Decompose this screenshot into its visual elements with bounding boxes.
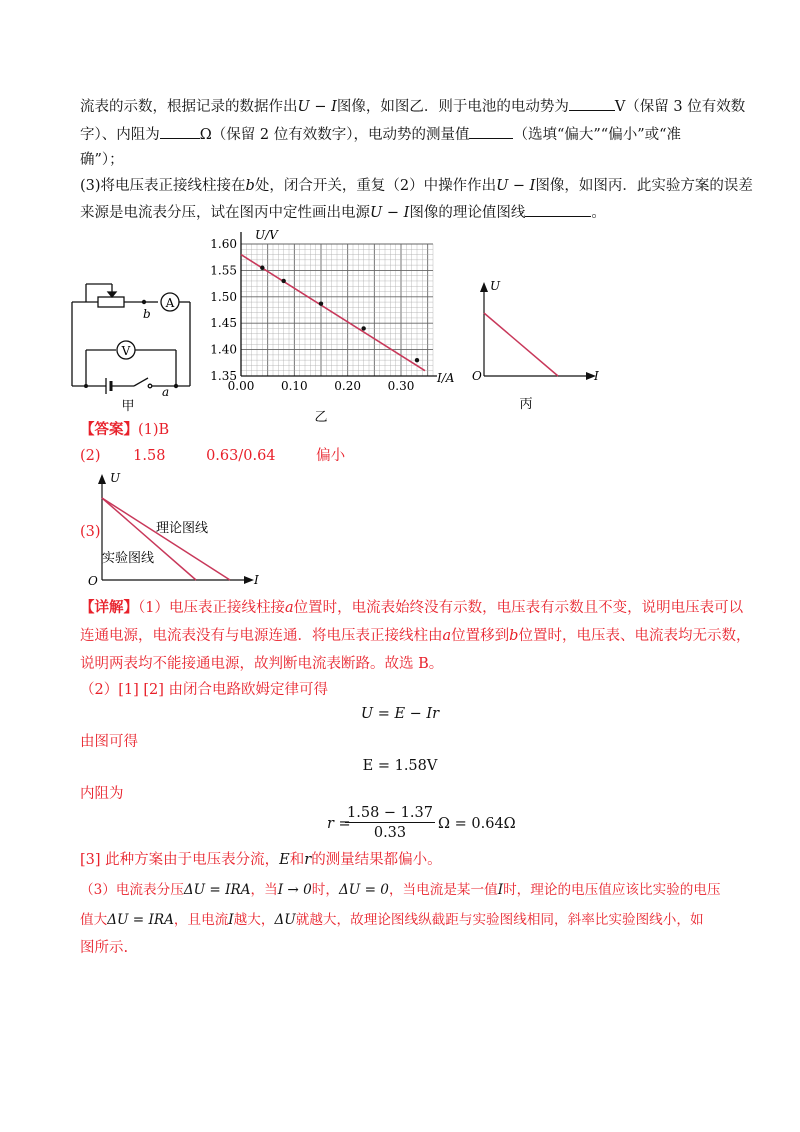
text: （1）电压表正接线柱接 [138, 600, 285, 616]
data-point [415, 358, 419, 362]
data-point [319, 301, 323, 305]
detail-line-3: 说明两表均不能接通电源，故判断电流表断路。故选 B。 [80, 656, 444, 672]
bing-origin: O [472, 369, 482, 383]
equation-resistance [0, 804, 800, 844]
math-u-i: U − I [370, 205, 410, 221]
eq3-denominator: 0.33 [345, 822, 435, 843]
eq3-lhs: r = [327, 816, 351, 832]
fraction [345, 804, 435, 843]
detail-line-4: （2）[1] [2] 由闭合电路欧姆定律可得 [80, 682, 329, 698]
text: 的测量结果都偏小。 [311, 852, 442, 868]
data-point [281, 279, 285, 283]
text: 越大， [233, 912, 275, 928]
eq3-numerator: 1.58 − 1.37 [347, 805, 433, 821]
question-line-4 [80, 176, 753, 196]
answer-line-1 [80, 420, 169, 440]
math: ΔU = IRA [183, 882, 251, 898]
question-line-3 [80, 150, 124, 170]
detail-line-10: 图所示. [80, 940, 129, 956]
ammeter-label: A [165, 296, 175, 310]
text: 和 [289, 852, 305, 868]
text: 就越大，故理论图线纵截距与实验图线相同，斜率比实验图线小，如 [295, 912, 704, 928]
voltmeter-label: V [121, 344, 131, 358]
x-arrow-icon [244, 576, 254, 584]
text: 确”）； [80, 152, 124, 168]
text: 位置时，电流表始终没有示数，电压表有示数且不变，说明电压表可以 [293, 600, 744, 616]
text: 处，闭合开关，重复（2）中操作作出 [254, 178, 497, 194]
theory-line [102, 498, 230, 580]
text: 连通电源，电流表没有与电源连通．将电压表正接线柱由 [80, 628, 443, 644]
answer-graph [88, 468, 268, 593]
text: ，当电流是某一值 [388, 882, 498, 898]
math-a: a [284, 600, 294, 616]
theory-label: 理论图线 [156, 521, 209, 536]
experiment-line [484, 313, 558, 376]
answer-2-label: (2) [80, 448, 101, 464]
blank-resistance [160, 124, 200, 139]
eq3-rhs: Ω = 0.64Ω [438, 816, 516, 832]
text: [3] 此种方案由于电压表分流， [80, 852, 280, 868]
text: ，当 [250, 882, 278, 898]
data-point [260, 266, 264, 270]
text: 位置移到 [451, 628, 510, 644]
graph-bing [470, 276, 610, 416]
answer-emf: 1.58 [133, 448, 166, 464]
answer-resistance: 0.63/0.64 [206, 448, 276, 464]
x-tick-label: 0.30 [387, 379, 415, 393]
caption-bing: 丙 [519, 397, 533, 412]
data-point [361, 326, 365, 330]
equation-emf: E = 1.58V [362, 758, 438, 774]
text: 来源是电流表分压，试在图丙中定性画出电源 [80, 205, 370, 221]
detail-line-2 [80, 626, 750, 646]
bing-ylabel: U [490, 279, 501, 293]
text: （选填“偏大”“偏小”或“准 [513, 127, 682, 143]
text: ，且电流 [173, 912, 229, 928]
point-b-label: b [143, 307, 151, 321]
answer-ylabel: U [110, 471, 121, 485]
y-tick-label: 1.60 [210, 237, 237, 251]
math-r: r [304, 852, 312, 868]
detail-line-7 [80, 850, 442, 870]
equation-ohm: U = E − Ir [360, 706, 440, 722]
y-tick-label: 1.35 [210, 369, 237, 383]
math: ΔU [274, 912, 296, 928]
bing-xlabel: I [594, 369, 599, 383]
answer-3-label: (3) [80, 524, 101, 540]
graph-yi [205, 226, 460, 436]
answer-line-2 [80, 446, 345, 466]
math: ΔU = 0 [338, 882, 389, 898]
text: 时，理论的电压值应该比实验的电压 [503, 882, 721, 898]
y-arrow-icon [98, 474, 106, 484]
text: 图像，如图丙．此实验方案的误差 [535, 178, 753, 194]
text: 图像，如图乙．则于电池的电动势为 [336, 99, 569, 115]
answer-xlabel: I [254, 573, 259, 587]
graph-xlabel: I/A [437, 371, 455, 385]
text: (3)将电压表正接线柱接在 [80, 178, 246, 194]
blank-emf [569, 96, 615, 111]
y-tick-label: 1.40 [210, 342, 237, 357]
text: 字）、内阻为 [80, 127, 160, 143]
graph-grid [241, 232, 437, 376]
circuit-diagram [66, 268, 206, 418]
math: I → 0 [277, 882, 312, 898]
math-E: E [279, 852, 290, 868]
detail-line-9 [80, 910, 704, 930]
caption-yi: 乙 [314, 410, 328, 425]
point-a-label: a [162, 385, 170, 399]
y-tick-label: 1.50 [210, 289, 237, 304]
x-tick-label: 0.20 [334, 379, 362, 393]
text: 。 [591, 205, 606, 221]
text: Ω（保留 2 位有效数字），电动势的测量值 [199, 127, 470, 143]
y-arrow-icon [480, 282, 488, 292]
text: V（保留 3 位有效数 [614, 99, 746, 115]
math: I [228, 912, 234, 928]
graph-ylabel: U/V [255, 228, 278, 242]
question-line-5 [80, 202, 606, 223]
experiment-line [102, 498, 196, 580]
math: ΔU = IRA [107, 912, 174, 928]
math-b: b [509, 628, 519, 644]
answer-tag: 【答案】 [80, 421, 138, 438]
detail-line-5: 由图可得 [80, 734, 138, 750]
answer-1: (1)B [138, 422, 170, 438]
y-tick-label: 1.55 [210, 263, 237, 278]
question-line-1 [80, 96, 745, 117]
math: I [497, 882, 504, 898]
text: （3）电流表分压 [80, 882, 184, 898]
detail-line-8 [80, 880, 721, 900]
detail-tag: 【详解】 [80, 599, 138, 616]
answer-origin: O [88, 574, 98, 588]
math-a: a [442, 628, 452, 644]
y-tick-label: 1.45 [210, 316, 237, 331]
blank-measurement [469, 124, 513, 139]
text: 值大 [80, 912, 108, 928]
math-b: b [245, 178, 255, 194]
math-u-i: U − I [297, 99, 337, 115]
x-tick-label: 0.00 [227, 379, 255, 393]
math-u-i: U − I [496, 178, 536, 194]
caption-jia: 甲 [121, 399, 135, 414]
text: 图像的理论值图线 [409, 205, 526, 221]
answer-bias: 偏小 [316, 448, 346, 464]
text: 时， [311, 882, 339, 898]
blank-graph [525, 202, 591, 217]
question-line-2 [80, 124, 681, 145]
detail-line-6: 内阻为 [80, 786, 124, 802]
text: 流表的示数，根据记录的数据作出 [80, 99, 298, 115]
experiment-label: 实验图线 [102, 551, 155, 566]
x-tick-label: 0.10 [280, 379, 308, 393]
detail-line-1 [80, 598, 743, 618]
text: 位置时，电压表、电流表均无示数， [518, 628, 751, 644]
